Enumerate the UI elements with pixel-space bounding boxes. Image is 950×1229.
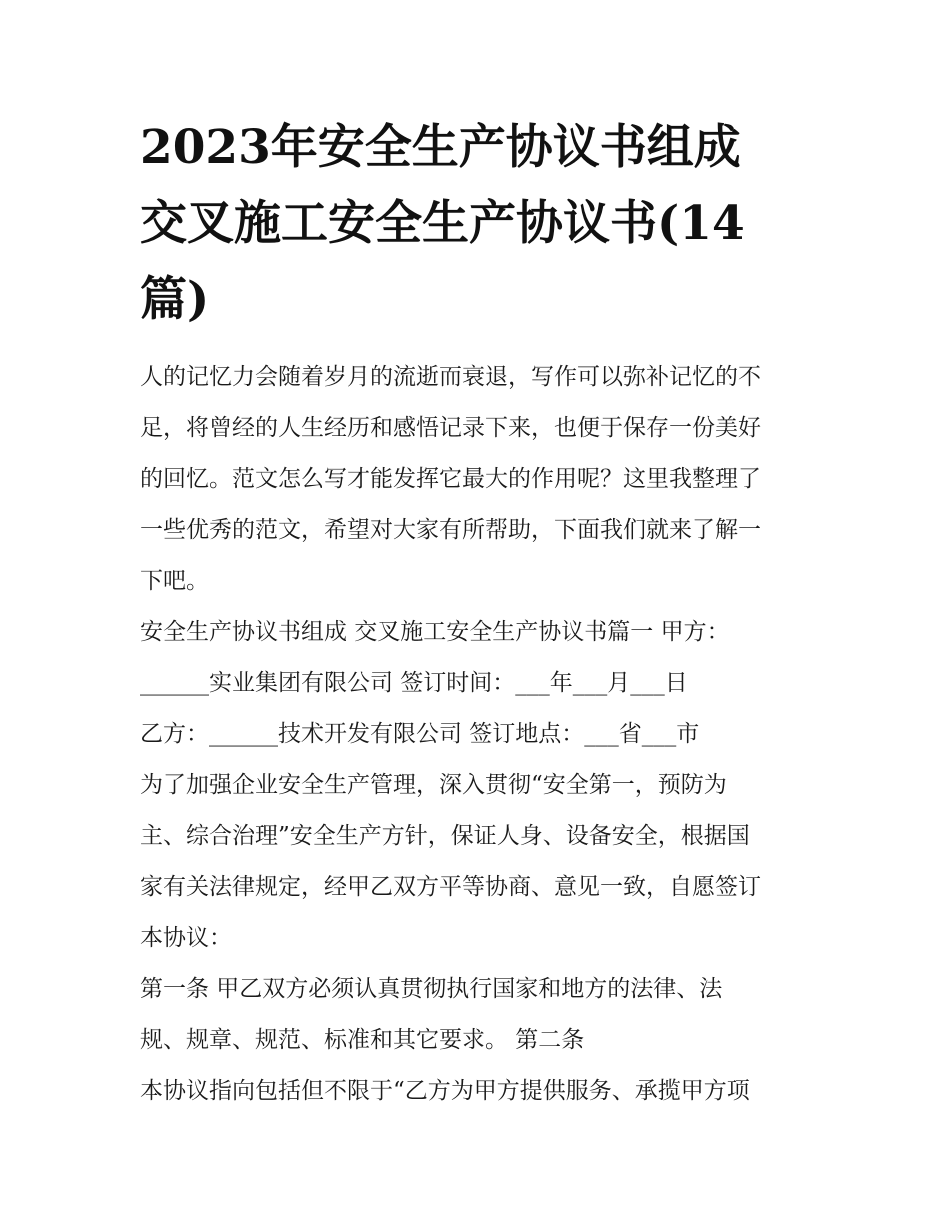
document-body [140, 352, 840, 1117]
body-line: 人的记忆力会随着岁月的流逝而衰退，写作可以弥补记忆的不 [140, 364, 761, 390]
body-line: 足，将曾经的人生经历和感悟记录下来，也便于保存一份美好 [140, 415, 761, 441]
body-line: 安全生产协议书组成 交叉施工安全生产协议书篇一 甲方： [140, 619, 730, 645]
body-line: 一些优秀的范文，希望对大家有所帮助，下面我们就来了解一 [140, 517, 761, 543]
body-line: 规、规章、规范、标准和其它要求。 第二条 [140, 1027, 585, 1053]
body-line: 本协议： [140, 925, 232, 951]
body-line: 家有关法律规定，经甲乙双方平等协商、意见一致，自愿签订 [140, 874, 761, 900]
document-title [140, 110, 820, 338]
title-line: 交叉施工安全生产协议书(14 [140, 196, 745, 251]
body-line: 本协议指向包括但不限于“乙方为甲方提供服务、承揽甲方项 [140, 1078, 750, 1104]
body-line: 的回忆。范文怎么写才能发挥它最大的作用呢？这里我整理了 [140, 466, 761, 492]
body-line: 第一条 甲乙双方必须认真贯彻执行国家和地方的法律、法 [140, 976, 723, 1002]
body-line: ______实业集团有限公司 签订时间：___年___月___日 [140, 670, 688, 696]
body-line: 主、综合治理”安全生产方针，保证人身、设备安全，根据国 [140, 823, 750, 849]
body-line: 乙方：______技术开发有限公司 签订地点：___省___市 [140, 721, 700, 747]
title-line: 篇) [140, 272, 210, 327]
title-line: 2023年安全生产协议书组成 [140, 120, 741, 175]
body-line: 为了加强企业安全生产管理，深入贯彻“安全第一，预防为 [140, 772, 727, 798]
body-line: 下吧。 [140, 568, 209, 594]
